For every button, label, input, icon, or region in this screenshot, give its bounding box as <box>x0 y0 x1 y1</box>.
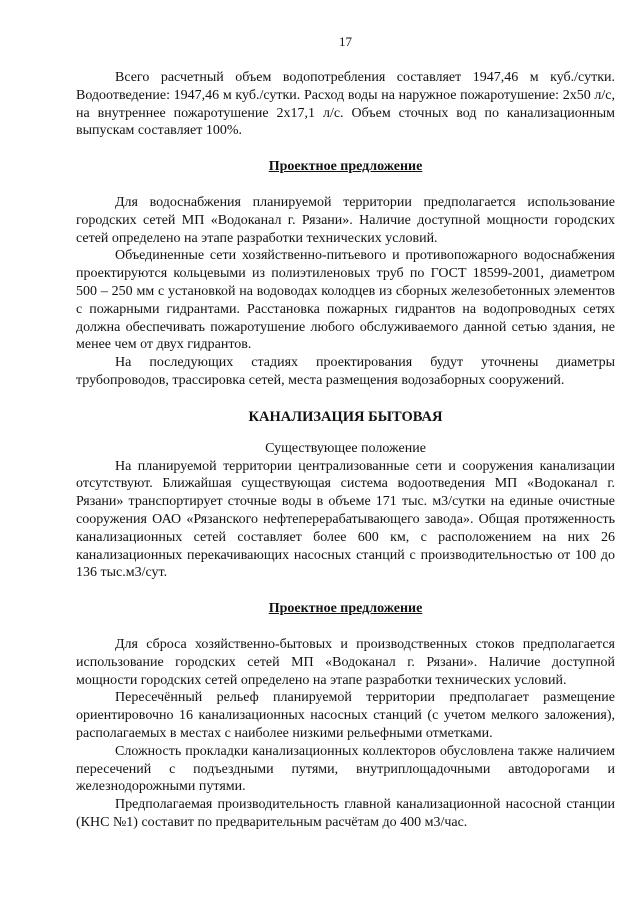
sewerage-proposal-paragraph: Для сброса хозяйственно-бытовых и производственных стоков предполагается использование городских сетей МП «Водоканал г. Рязани». Наличие доступной мощности городских сетей определено на этапе разработки технических условий. <box>76 636 615 688</box>
sewerage-proposal-paragraph: Сложность прокладки канализационных коллекторов обусловлена также наличием пересечений с подъездными путями, внутриплощадочными автодорогами и железнодорожными путями. <box>76 743 615 795</box>
water-proposal-paragraph: На последующих стадиях проектирования будут уточнены диаметры трубопроводов, трассировка сетей, места размещения водозаборных сооружений. <box>76 355 615 388</box>
page-number: 17 <box>339 34 352 49</box>
water-proposal-paragraph: Для водоснабжения планируемой территории предполагается использование городских сетей МП «Водоканал г. Рязани». Наличие доступной мощности городских сетей определено на этапе разработки технических условий. <box>76 194 615 246</box>
sewerage-heading: КАНАЛИЗАЦИЯ БЫТОВАЯ <box>248 408 443 425</box>
water-proposal-heading: Проектное предложение <box>268 159 423 175</box>
water-proposal-paragraph: Объединенные сети хозяйственно-питьевого и противопожарного водоснабжения проектируются кольцевыми из полиэтиленовых труб по ГОСТ 18599-2001, диаметром 500 – 250 мм с установкой на водоводах колодцев из сборных железобетонных элементов с пожарными гидрантами. Расстановка пожарных гидрантов на водопроводных сетях должна обеспечивать пожаротушение любого обслуживаемого данной сетью здания, не менее чем от двух гидрантов. <box>76 248 615 353</box>
sewerage-proposal-heading: Проектное предложение <box>268 601 423 617</box>
sewerage-existing-paragraph: На планируемой территории централизованные сети и сооружения канализации отсутствуют. Ближайшая существующая система водоотведения МП «Водоканал г. Рязани» транспортирует сточные воды в объеме 171 тыс. м3/сутки на единые очистные сооружения ОАО «Рязанского нефтеперерабатывающего завода». Общая протяженность канализационных сетей составляет более 600 км, с расположением на них 26 канализационных перекачивающих насосных станций с производительностью от 100 до 136 тыс.м3/сут. <box>76 458 615 581</box>
sewerage-existing-heading: Существующее положение <box>265 440 426 456</box>
water-consumption-paragraph: Всего расчетный объем водопотребления составляет 1947,46 м куб./сутки. Водоотведение: 1947,46 м куб./сутки. Расход воды на наружное пожаротушение: 2х50 л/с, на внутреннее пожаротушение 2х17,1 л/с. Объем сточных вод по канализационным выпускам составляет 100%. <box>76 70 615 139</box>
sewerage-proposal-paragraph: Предполагаемая производительность главной канализационной насосной станции (КНС №1) составит по предварительным расчётам до 400 м3/час. <box>76 797 615 830</box>
sewerage-proposal-paragraph: Пересечённый рельеф планируемой территории предполагает размещение ориентировочно 16 канализационных насосных станций (с учетом мелкого заложения), располагаемых в местах с наиболее низкими рельефными отметками. <box>76 690 615 741</box>
